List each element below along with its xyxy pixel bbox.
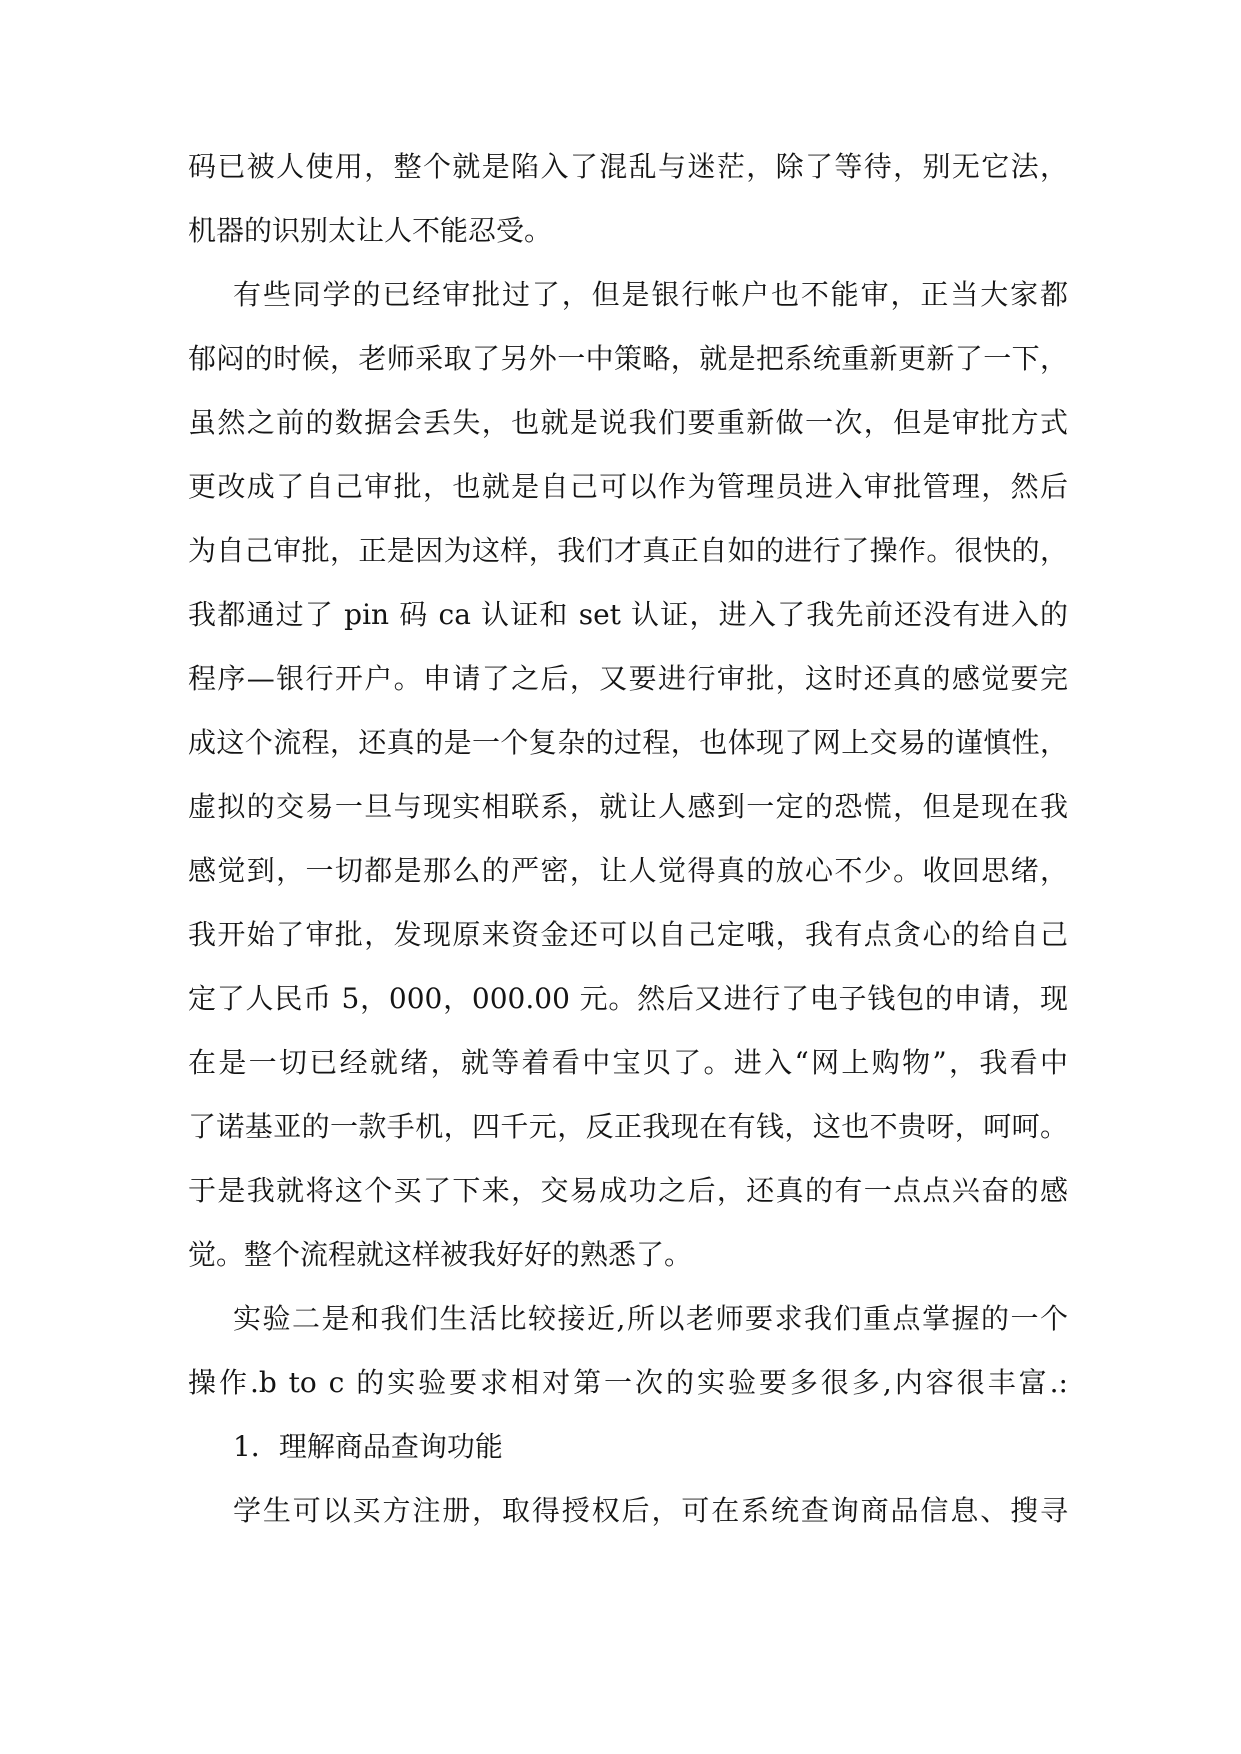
- numbered-item: 1．理解商品查询功能: [233, 1430, 503, 1463]
- text-line: 于是我就将这个买了下来，交易成功之后，还真的有一点点兴奋的感: [188, 1174, 1068, 1207]
- text-line: 觉。整个流程就这样被我好好的熟悉了。: [188, 1238, 693, 1271]
- paragraph-first-line: 实验二是和我们生活比较接近,所以老师要求我们重点掌握的一个: [233, 1302, 1068, 1335]
- text-line: 机器的识别太让人不能忍受。: [188, 214, 553, 247]
- text-line: 我都通过了 pin 码 ca 认证和 set 认证，进入了我先前还没有进入的: [188, 598, 1068, 631]
- text-line: 码已被人使用，整个就是陷入了混乱与迷茫，除了等待，别无它法，: [188, 150, 1068, 183]
- paragraph-first-line: 学生可以买方注册，取得授权后，可在系统查询商品信息、搜寻: [233, 1494, 1068, 1527]
- text-line: 定了人民币 5，000，000.00 元。然后又进行了电子钱包的申请，现: [188, 982, 1068, 1015]
- text-line: 了诺基亚的一款手机，四千元，反正我现在有钱，这也不贵呀，呵呵。: [188, 1110, 1068, 1143]
- text-line: 虚拟的交易一旦与现实相联系，就让人感到一定的恐慌，但是现在我: [188, 790, 1068, 823]
- text-line: 虽然之前的数据会丢失，也就是说我们要重新做一次，但是审批方式: [188, 406, 1068, 439]
- text-line: 我开始了审批，发现原来资金还可以自己定哦，我有点贪心的给自己: [188, 918, 1068, 951]
- text-line: 在是一切已经就绪，就等着看中宝贝了。进入“网上购物”，我看中: [188, 1046, 1068, 1079]
- text-line: 更改成了自己审批，也就是自己可以作为管理员进入审批管理，然后: [188, 470, 1068, 503]
- text-line: 感觉到，一切都是那么的严密，让人觉得真的放心不少。收回思绪，: [188, 854, 1068, 887]
- text-line: 操作.b to c 的实验要求相对第一次的实验要多很多,内容很丰富.:: [188, 1366, 1068, 1399]
- paragraph-first-line: 有些同学的已经审批过了，但是银行帐户也不能审，正当大家都: [233, 278, 1068, 311]
- text-line: 程序—银行开户。申请了之后，又要进行审批，这时还真的感觉要完: [188, 662, 1068, 695]
- text-line: 郁闷的时候，老师采取了另外一中策略，就是把系统重新更新了一下，: [188, 342, 1068, 375]
- text-line: 成这个流程，还真的是一个复杂的过程，也体现了网上交易的谨慎性，: [188, 726, 1068, 759]
- text-line: 为自己审批，正是因为这样，我们才真正自如的进行了操作。很快的，: [188, 534, 1068, 567]
